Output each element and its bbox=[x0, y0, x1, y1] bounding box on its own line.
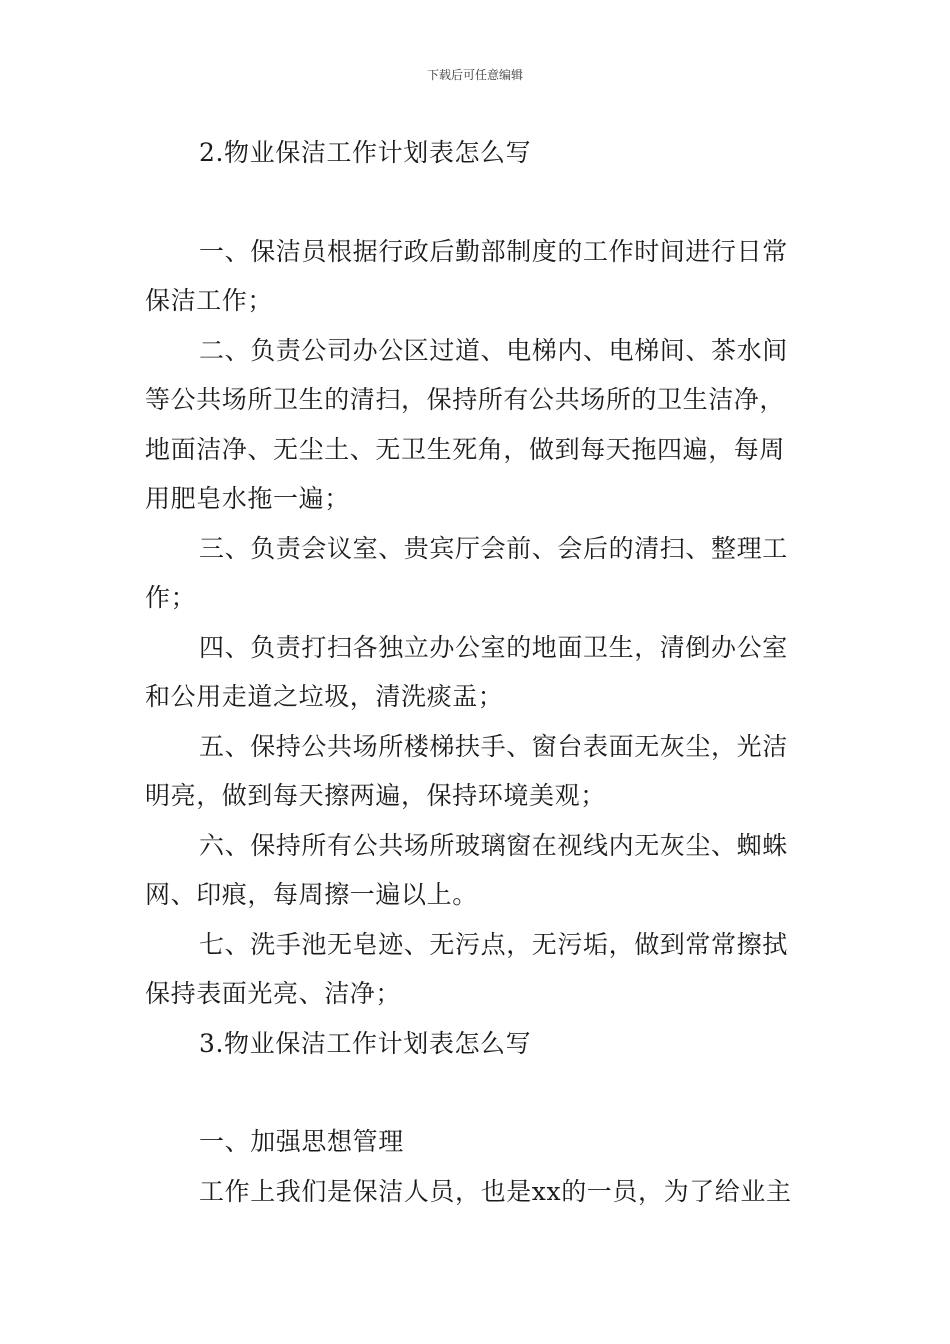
paragraph: 工作上我们是保洁人员，也是xx的一员，为了给业主 bbox=[199, 1176, 792, 1206]
header-note: 下载后可任意编辑 bbox=[426, 68, 523, 82]
paragraph: 六、保持所有公共场所玻璃窗在视线内无灰尘、蜘蛛网、印痕，每周擦一遍以上。 bbox=[145, 830, 788, 909]
section-3-heading: 3.物业保洁工作计划表怎么写 bbox=[199, 1028, 532, 1058]
paragraph: 一、保洁员根据行政后勤部制度的工作时间进行日常保洁工作； bbox=[145, 236, 788, 315]
paragraph: 三、负责会议室、贵宾厅会前、会后的清扫、整理工作； bbox=[145, 533, 788, 612]
spacer bbox=[145, 178, 810, 227]
spacer bbox=[145, 1068, 810, 1117]
paragraph: 五、保持公共场所楼梯扶手、窗台表面无灰尘，光洁明亮，做到每天擦两遍，保持环境美观； bbox=[145, 731, 788, 810]
document-body bbox=[145, 128, 810, 1216]
section-2-heading: 2.物业保洁工作计划表怎么写 bbox=[199, 138, 532, 167]
paragraph: 七、洗手池无皂迹、无污点，无污垢，做到常常擦拭保持表面光亮、洁净； bbox=[145, 929, 788, 1008]
paragraph: 一、加强思想管理 bbox=[199, 1127, 404, 1156]
paragraph: 四、负责打扫各独立办公室的地面卫生，清倒办公室和公用走道之垃圾，清洗痰盂； bbox=[145, 632, 788, 711]
paragraph: 二、负责公司办公区过道、电梯内、电梯间、茶水间等公共场所卫生的清扫，保持所有公共场所的卫生洁净，地面洁净、无尘土、无卫生死角，做到每天拖四遍，每周用肥皂水拖一遍； bbox=[145, 335, 788, 513]
